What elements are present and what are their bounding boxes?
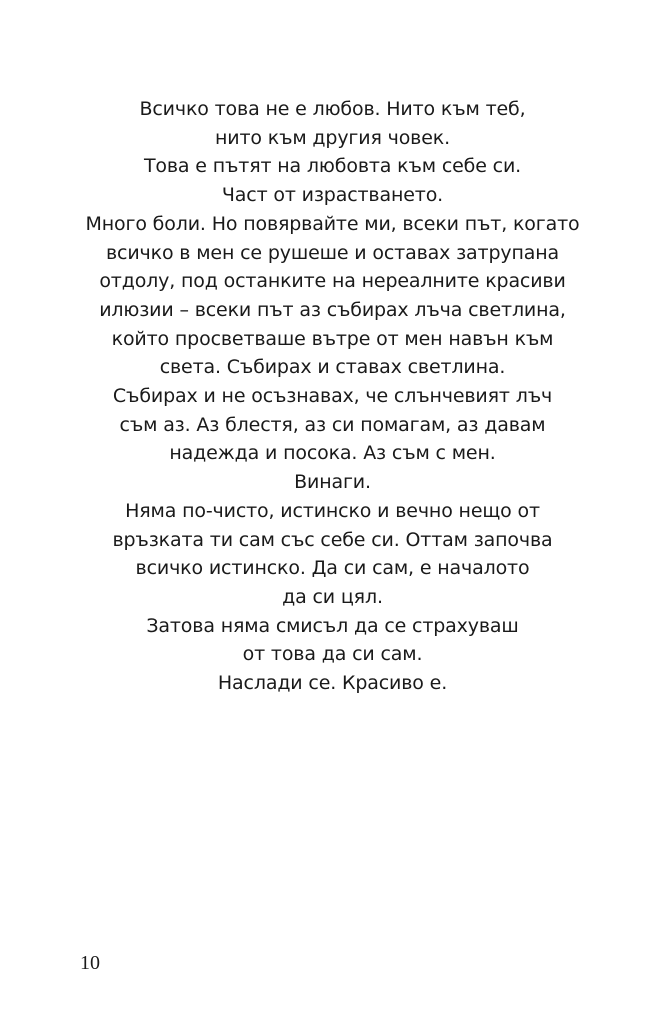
text-line: всичко истинско. Да си сам, е началото	[135, 557, 530, 580]
text-line: който просветваше вътре от мен навън към	[111, 327, 554, 350]
text-line: Затова няма смисъл да се страхуваш	[146, 614, 519, 637]
text-line: света. Събирах и ставах светлина.	[159, 356, 506, 379]
text-line: отдолу, под останките на нереалните красиви	[99, 270, 566, 293]
text-line: Винаги.	[294, 471, 371, 494]
text-line: връзката ти сам със себе си. Оттам започва	[112, 528, 553, 551]
text-line: илюзии – всеки път аз събирах лъча светлина,	[99, 298, 566, 321]
text-line: Събирах и не осъзнавах, че слънчевият лъч	[112, 385, 553, 408]
text-line: всичко в мен се рушеше и оставах затрупана	[106, 241, 559, 264]
text-line: нито към другия човек.	[215, 126, 450, 149]
text-line: надежда и посока. Аз съм с мен.	[169, 442, 496, 465]
text-line: Това е пътят на любовта към себе си.	[143, 155, 522, 178]
text-line: Част от израстването.	[221, 184, 444, 207]
page-number: 10	[80, 952, 100, 974]
text-line: от това да си сам.	[242, 643, 423, 666]
text-line: Наслади се. Красиво е.	[217, 672, 448, 695]
text-line: Няма по-чисто, истинско и вечно нещо от	[125, 499, 540, 522]
text-line: съм аз. Аз блестя, аз си помагам, аз давам	[119, 413, 546, 436]
poem-text	[60, 95, 605, 698]
text-line: да си цял.	[282, 585, 383, 608]
text-line: Много боли. Но повярвайте ми, всеки път, когато	[85, 212, 580, 235]
text-line: Всичко това не е любов. Нито към теб,	[139, 98, 526, 120]
